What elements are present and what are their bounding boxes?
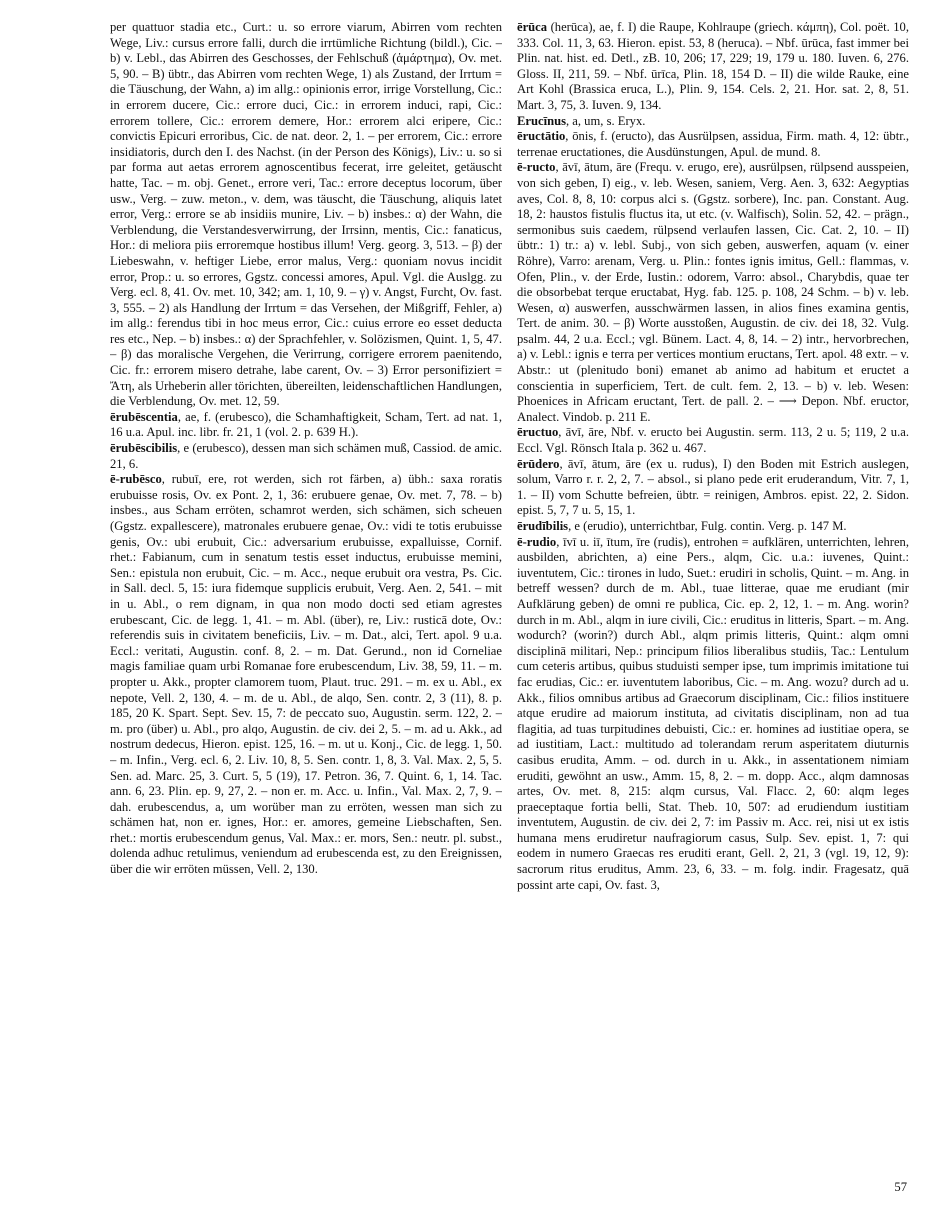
entry-headword: ērūdero xyxy=(517,456,560,471)
entry-headword: ērubēscibilis xyxy=(110,441,178,456)
entry xyxy=(517,519,909,535)
entry-headword: ē-rudio xyxy=(517,534,557,549)
entry xyxy=(517,114,909,130)
entry-headword: ēructātio xyxy=(517,129,566,144)
entry xyxy=(517,535,909,894)
entry xyxy=(110,410,502,441)
entry-text: (herūca), ae, f. I) die Raupe, Kohlraupe (griech. κάμπη), Col. poët. 10, 333. Col. 11, 3, 63. Hieron. epist. 53, 8 (heruca). – Nbf. ūrūca, fast immer bei Plin. nat. hist. ed. Detl., zB. 10, 206; 17, 229; 19, 179 u. 180. Iuven. 6, 276. Gloss. II, 211, 59. – Nbf. ūrīca, Plin. 18, 154 D. – II) die wilde Rauke, eine Art Kohl (Brassica eruca, L.), Plin. 9, 154. Cels. 2, 21. Hor. sat. 2, 8, 51. Mart. 3, 75, 3. Iuven. 9, 134. xyxy=(517,20,909,112)
entry-text: per quattuor stadia etc., Curt.: u. so errore viarum, Abirren vom rechten Wege, Liv.: cursus errore falli, durch die irrtümliche Richtung (bildl.), Cic. – b) v. Lebl., das Abirren des Geschosses, der Fehlschuß (ἁμάρτημα), Ov. met. 5, 90. – B) übtr., das Abirren vom rechten Wege, 1) als Zustand, der Irrtum = die Täuschung, der Wahn, a) im allg.: opinionis error, irrige Vorstellung, Cic.: in errorem ducere, Cic.: errore duci, Cic.: in errorem induci, rapi, Cic.: errorem tollere, Cic.: errorem demere, Hor.: errorem alci eripere, Cic.: convictis Epicuri erroribus, Cic. de nat. deor. 2, 1. – per errorem, Cic.: errore insidiatoris, durch den I. des Nachst. (in der Person des Königs), Liv.: u. so si par forma aut aetas errorem agnoscentibus fecerat, irre geleitet, getäuscht hatte, Tac. – m. obj. Genet., errore veri, Tac.: errore deceptus locorum, über usw., Verg. – zuw. meton., v. dem, was täuscht, die Täuschung, aliquis latet error, Verg.: errore se ab insidiis munire, Liv. – b) insbes.: α) der Wahn, die Verblendung, die Verstandesverwirrung, der Irrsinn, mentis, Cic.: fanaticus, Hor.: di meliora piis erroremque hostibus illum! Verg. georg. 3, 513. – β) der Liebeswahn, v. heftiger Liebe, error malus, Verg.: quoniam novus incidit error, Prop.: u. so errores, Ggstz. concessi amores, Apul. Vgl. die Auslgg. zu Verg. ecl. 8, 41. Ov. met. 10, 342; am. 1, 10, 9. – γ) v. Angst, Furcht, Ov. fast. 3, 555. – 2) als Handlung der Irrtum = das Versehen, der Mißgriff, Fehler, a) im allg.: ferendus tibi in hoc meus error, Cic.: cuius errore eo esset deducta res etc., Nep. – b) insbes.: α) der Sprachfehler, v. Solözismen, Quint. 1, 5, 47. – β) das moralische Vergehen, die Verirrung, corrigere errorem paenitendo, Cic. fr.: errorem misero detrahe, labe carent, Ov. – 3) Error personifiziert = Ἄτη, als Urheberin aller törichten, übereilten, leidenschaftlichen Handlungen, die Verblendung, Ov. met. 12, 59. xyxy=(110,20,502,409)
entry-text: , a, um, s. Eryx. xyxy=(566,113,646,128)
entry-headword: ērūca xyxy=(517,20,548,34)
entry xyxy=(517,160,909,425)
entry-headword: ērubēscentia xyxy=(110,409,178,424)
entry-headword: ēructuo xyxy=(517,425,559,440)
left-column xyxy=(110,20,502,1188)
entry xyxy=(517,457,909,519)
entry-headword: ērudībilis xyxy=(517,519,569,533)
entry-headword: ē-rubēsco xyxy=(110,472,162,487)
entry-text: , āvī, āre, Nbf. v. eructo bei Augustin. serm. 113, 2 u. 5; 119, 2 u.a. Eccl. Vgl. Rönsch Itala p. 362 u. 467. xyxy=(517,425,909,456)
entry xyxy=(517,20,909,114)
entry xyxy=(110,441,502,472)
entry xyxy=(517,129,909,160)
page-number: 57 xyxy=(894,1180,907,1194)
entry-text: , īvī u. iī, ītum, īre (rudis), entrohen = aufklären, unterrichten, lehren, ausbilden, abrichten, a) eine Pers., alqm, Cic. u.a.: iuvenes, Quint.: iuventutem, Cic.: tirones in ludo, Suet.: erudiri in scholis, Quint. – m. Ang. in betreff wessen? durch de m. Abl., tuae litterae, quae me erudiant (mir Aufklärung geben) de omni re publica, Cic. ep. 2, 12, 1. – m. Ang. worin? durch in m. Abl., alqm in iure civili, Cic.: eruditus in litteris, Spart. – m. Ang. wodurch? (worin?) durch Abl., alqm primis litteris, Quint.: alqm omni disciplinā militari, Nep.: principum filios liberalibus studiis, Tac.: Lentulum cum ceteris artibus, quibus studuisti semper ipse, tum imprimis imitatione tui fac erudias, Cic.: er. iuventutem laboribus, Cic. – m. Ang. wozu? durch ad u. Akk., filios omnibus artibus ad Graecorum disciplinam, Cic.: filios instituere atque erudire ad maiorum instituta, ad civitatis disciplinam, non ad tua flagitia, ad tuas turpitudines debuisti, Cic.: er. homines ad iustitiae opera, se ad iustitiam, Lact.: multitudo ad tolerandam rerum asperitatem diuturnis casibus erudita, Amm. – od. durch in u. Akk., in assentationem nimiam eruditi, gewöhnt an usw., Amm. 15, 8, 2. – m. dopp. Acc., alqm damnosas artes, Ov. met. 8, 215: alqm cursus, Val. Flacc. 2, 60: alqm leges praeceptaque fortia belli, Stat. Theb. 10, 507: ad erudiendum iustitiam inventutem, Augustin. de civ. dei 2, 7: im Passiv m. Acc. rei, nisi ut ex istis humana mens erudiretur naufragiorum casus, Sulp. Sev. epist. 1, 7: qui eodem in numero Graecas res eruditi erant, Gell. 2, 21, 3 (vgl. 19, 12, 9): sacrorum ritus eruditus, Amm. 23, 6, 33. – m. folg. indir. Fragesatz, quā possint arte capi, Ov. fast. 3, xyxy=(517,534,909,892)
entry-text: , rubuī, ere, rot werden, sich rot färben, a) übh.: saxa roratis erubuisse rosis, Ov. ex Pont. 2, 1, 36: erubuere genae, Ov. met. 7, 78. – b) insbes., aus Scham erröten, schamrot werden, sich schämen, sich scheuen (Ggstz. expallescere), matronales erubuere genae, Ov.: vidi te totis erubuisse genis, Ov.: ubi erubuit, Cic.: adversarium erubuisse, expalluisse, Cornif. rhet.: Fabianum, cum in senatum testis esset inductus, erubuisse memini, Sen.: epistula non erubuit, Cic. – m. Acc., neque erubuit ora vestra, Ps. Cic. in Sall. decl. 5, 15: iura fidemque supplicis erubuit, Verg. Aen. 2, 541. – mit in u. Abl., o rem dignam, in qua non modo docti sed etiam agrestes erubescant, Cic. de legg. 1, 41. – m. Abl. (über), re, Liv.: rusticā dote, Ov.: referendis suis in civitatem beneficiis, Liv. – m. Dat., alci, Tert. apol. 9 u.a. Eccl.: veritati, Augustin. conf. 8, 2. – m. Dat. Gerund., non id Corneliae magis familiae quam urbi Romanae fore erubescendum, Liv. 38, 59, 11. – m. propter u. Akk., propter clamorem tuom, Plaut. truc. 291. – m. ex u. Abl., ex nepote, Vell. 2, 130, 4. – m. de u. Abl., de alqo, Sen. contr. 2, 3 (11), 8. p. 185, 20 K. Spart. Sept. Sev. 15, 7: de peccato suo, Augustin. serm. 122, 2. – m. pro (über) u. Abl., pro alqo, Augustin. de civ. dei 2, 5. – m. ad u. Akk., ad nostrum dedecus, Hieron. epist. 125, 16. – m. ut u. Konj., Cic. de legg. 1, 50. – m. Infin., Verg. ecl. 6, 2. Liv. 10, 8, 5. Sen. contr. 1, 8, 3. Val. Max. 2, 5, 5. Sen. ad. Marc. 25, 3. Curt. 5, 5 (19), 17. Petron. 36, 7. Quint. 6, 1, 14. Tac. ann. 6, 23. Plin. ep. 9, 27, 2. – non er. m. Acc. u. Infin., Val. Max. 2, 7, 9. – dah. erubescendus, a, um worüber man zu erröten, wessen man sich zu schämen hat, non er. ignes, Hor.: er. amores, gemeine Liebschaften, Sen. rhet.: mortis erubescendum genus, Val. Max.: er. mors, Sen.: neutr. pl. subst., dolenda adhuc retulimus, veniendum ad erubescenda est, zu den Ereignissen, über die wir erröten müssen, Vell. 2, 130. xyxy=(110,472,502,877)
entry-text: , e (erudio), unterrichtbar, Fulg. contin. Verg. p. 147 M. xyxy=(568,519,847,533)
entry-text: , ae, f. (erubesco), die Schamhaftigkeit, Scham, Tert. ad nat. 1, 16 u.a. Apul. inc. libr. fr. 21, 1 (vol. 2. p. 639 H.). xyxy=(110,409,502,440)
entry xyxy=(110,20,502,410)
entry-headword: Erucīnus xyxy=(517,113,566,128)
right-column xyxy=(517,20,909,1188)
entry-text: , āvī, ātum, āre (ex u. rudus), I) den Boden mit Estrich auslegen, solum, Varro r. r. 2, 2, 7. – absol., si plano pede erit eruderandum, Vitr. 7, 1, 1. – II) vom Schutte befreien, übtr. = reinigen, Ambros. epist. 22, 2. Sidon. epist. 5, 7, 7 u. 5, 15, 1. xyxy=(517,456,909,518)
entry-text: , e (erubesco), dessen man sich schämen muß, Cassiod. de amic. 21, 6. xyxy=(110,441,502,471)
entry-text: , āvī, ātum, āre (Frequ. v. erugo, ere), ausrülpsen, rülpsend ausspeien, von sich geben, I) eig., v. leb. Wesen, saniem, Verg. Aen. 3, 632: Aegyptias aves, Col. 8, 8, 10: corpus alci s. (Ggstz. sorbere), Inc. pan. Constant. Aug. 18, 2: haustos fistulis fluctus ita, ut etc. (v. Walfisch), Solin. 52, 42. – prägn., sermonibus suis caedem, rülpsend verlaufen lassen, Cic. Cat. 2, 10. – II) übtr.: 1) tr.: a) v. lebl. Subj., von sich geben, auswerfen, aquam (v. einer Röhre), Varro: arenam, Verg. u. Plin.: fontes ignis imitus, Gell.: flammas, v. Ofen, Plin., v. der Erde, Iustin.: odorem, Varro: absol., Charybdis, quae ter die obsorbebat terque eructabat, Hyg. fab. 125. p. 108, 24 Schm. – b) v. leb. Wesen, α) auswerfen, ausschwärmen lassen, in alios fines examina gentis, Tert. de anim. 30. – β) Worte ausstoßen, Augustin. de civ. dei 18, 32. Vulg. psalm. 44, 2 u.a. Eccl.; vgl. Bünem. Lact. 4, 8, 14. – 2) intr., hervorbrechen, a) v. Lebl.: ignis e terra per vertices montium eructans, Tert. apol. 48 extr. – v. Abstr.: ut (plenitudo boni) emanet ab animo ad habitum et eructet a conscientia in superficiem, Tert. de cult. fem. 2, 13. – b) v. leb. Wesen: Phoenices in Africam eructant, Tert. de pall. 2. – ⟶ Depon. Nbf. eructor, Analect. Vindob. p. 211 E. xyxy=(517,160,909,424)
entry xyxy=(517,425,909,456)
entry-headword: ē-ructo xyxy=(517,160,556,175)
entry xyxy=(110,472,502,877)
entry-text: , ōnis, f. (eructo), das Ausrülpsen, assidua, Firm. math. 4, 12: übtr., terrenae eructationes, die Ausdünstungen, Apul. de mund. 8. xyxy=(517,129,909,159)
